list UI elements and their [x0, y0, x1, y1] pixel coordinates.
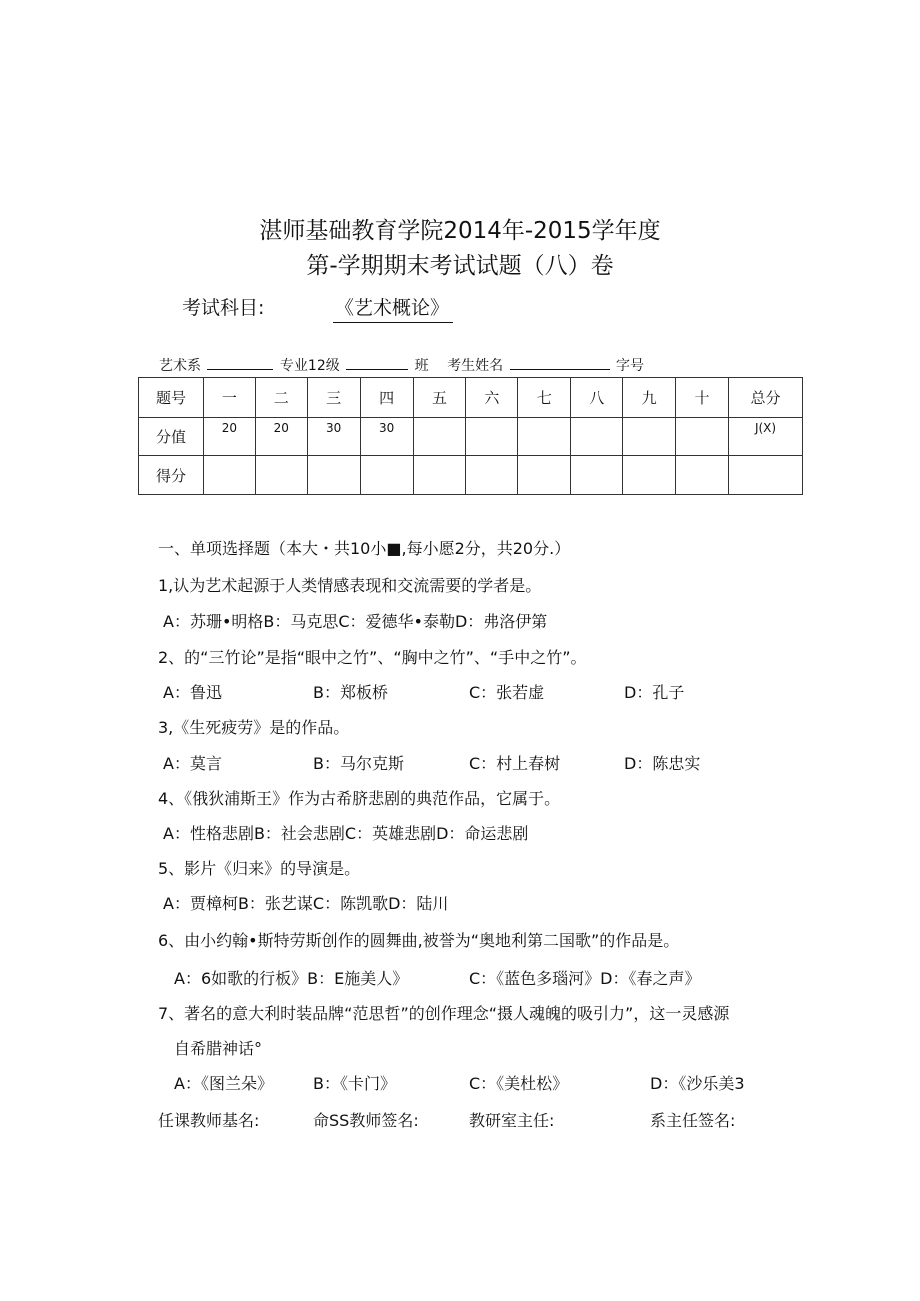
- col-header: 四: [360, 378, 413, 418]
- major-label: 专业12级: [279, 358, 340, 374]
- score-cell[interactable]: [413, 456, 466, 495]
- exam-title-line2: 第-学期期末考试试题（八）卷: [306, 253, 614, 279]
- question-3-option-d: D：陈忠实: [624, 754, 701, 773]
- score-cell[interactable]: [571, 456, 623, 495]
- points-row: [139, 418, 803, 456]
- score-cell[interactable]: [676, 456, 729, 495]
- row-label: 分值: [139, 418, 204, 456]
- name-blank[interactable]: [510, 357, 610, 370]
- question-7-option-a: A：《图兰朵》: [174, 1074, 273, 1093]
- row-label: 题号: [139, 378, 204, 418]
- question-1-options: A：苏珊•明格B：马克思C：爱德华•泰勒D：弗洛伊第: [163, 612, 548, 631]
- question-7-option-b: B：《卡门》: [313, 1074, 396, 1093]
- col-header: 七: [518, 378, 571, 418]
- col-header: 二: [255, 378, 307, 418]
- dept-blank[interactable]: [207, 357, 273, 370]
- signature-dept-head: 系主任签名:: [650, 1111, 736, 1130]
- signature-examiner: 命SS教师签名:: [313, 1111, 419, 1130]
- class-label: 班: [414, 358, 429, 374]
- points-cell: [623, 418, 676, 456]
- question-number-row: [139, 378, 803, 418]
- question-2-stem: 2、的“三竹论”是指“眼中之竹”、“胸中之竹”、“手中之竹”。: [158, 648, 587, 667]
- col-header: 六: [466, 378, 518, 418]
- points-cell: 30: [307, 418, 360, 456]
- question-2-option-c: C：张若虚: [469, 683, 545, 702]
- question-2-option-d: D：孔子: [624, 683, 685, 702]
- signature-instructor: 任课教师基名:: [158, 1111, 260, 1130]
- points-cell: [413, 418, 466, 456]
- points-cell: 30: [360, 418, 413, 456]
- points-cell: [518, 418, 571, 456]
- col-header: 五: [413, 378, 466, 418]
- score-cell[interactable]: [466, 456, 518, 495]
- row-label: 得分: [139, 456, 204, 495]
- major-blank[interactable]: [346, 357, 408, 370]
- question-5-stem: 5、影片《归来》的导演是。: [158, 859, 361, 878]
- question-4-options: A：性格悲剧B：社会悲剧C：英雄悲剧D：命运悲剧: [163, 824, 529, 843]
- points-cell: [571, 418, 623, 456]
- student-info-line: [159, 355, 644, 375]
- question-2-option-a: A：鲁迅: [163, 683, 222, 702]
- subject-value: 《艺术概论》: [333, 293, 453, 323]
- question-7-stem: 7、著名的意大利时装品牌“范思哲”的创作理念“摄人魂魄的吸引力”，这一灵感源: [158, 1004, 730, 1023]
- col-header: 九: [623, 378, 676, 418]
- score-table: [138, 377, 803, 495]
- question-3-option-a: A：莫言: [163, 754, 222, 773]
- question-1-stem: 1,认为艺术起源于人类情感表现和交流需要的学者是。: [158, 576, 542, 595]
- points-cell: 20: [203, 418, 255, 456]
- question-3-stem: 3,《生死疲劳》是的作品。: [158, 718, 350, 737]
- points-cell: 20: [255, 418, 307, 456]
- points-cell: [466, 418, 518, 456]
- col-header: 一: [203, 378, 255, 418]
- question-6-stem: 6、由小约翰•斯特劳斯创作的圆舞曲,被誉为“奥地利第二国歌”的作品是。: [158, 931, 680, 950]
- signature-office-head: 教研室主任:: [469, 1111, 555, 1130]
- dept-label: 艺术系: [159, 358, 201, 374]
- score-cell[interactable]: [203, 456, 255, 495]
- question-2-option-b: B：郑板桥: [313, 683, 388, 702]
- exam-title-line1: 湛师基础教育学院2014年-2015学年度: [259, 218, 661, 244]
- score-row: [139, 456, 803, 495]
- col-header: 三: [307, 378, 360, 418]
- section-heading: 一、单项选择题（本大・共10小■,每小愿2分，共20分.）: [158, 539, 571, 558]
- question-7-stem-continued: 自希腊神话°: [174, 1039, 263, 1058]
- question-7-option-c: C：《美杜松》: [469, 1074, 569, 1093]
- col-header: 八: [571, 378, 623, 418]
- score-cell[interactable]: [623, 456, 676, 495]
- score-cell-total[interactable]: [729, 456, 803, 495]
- question-6-options-ab: A：6如歌的行板》B：E施美人》: [174, 969, 409, 988]
- points-cell-total: J(X): [729, 418, 803, 456]
- col-header-total: 总分: [729, 378, 803, 418]
- score-cell[interactable]: [255, 456, 307, 495]
- col-header: 十: [676, 378, 729, 418]
- points-cell: [676, 418, 729, 456]
- subject-label: 考试科目:: [182, 297, 265, 319]
- id-label: 字号: [616, 358, 644, 374]
- question-4-stem: 4、《俄狄浦斯王》作为古希脐悲剧的典范作品，它属于。: [158, 789, 561, 808]
- score-cell[interactable]: [307, 456, 360, 495]
- question-7-option-d: D：《沙乐美3: [650, 1074, 745, 1093]
- question-5-options: A：贾樟柯B：张艺谋C：陈凯歌D：陆川: [163, 894, 449, 913]
- question-3-option-c: C：村上春树: [469, 754, 561, 773]
- question-3-option-b: B：马尔克斯: [313, 754, 404, 773]
- score-cell[interactable]: [360, 456, 413, 495]
- question-6-options-cd: C：《蓝色多瑙河》D：《春之声》: [469, 969, 701, 988]
- name-label: 考生姓名: [447, 358, 504, 374]
- score-cell[interactable]: [518, 456, 571, 495]
